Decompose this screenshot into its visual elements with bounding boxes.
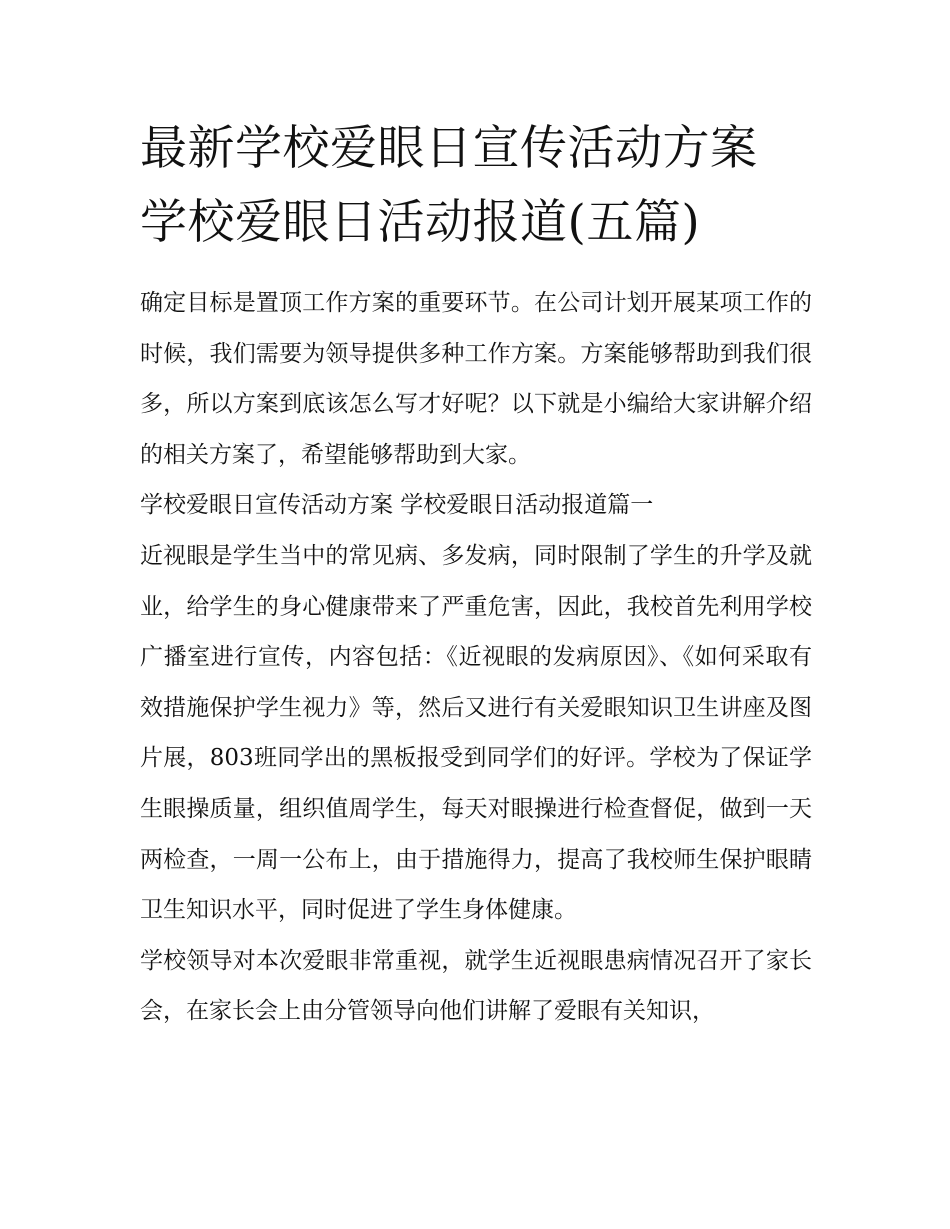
body-paragraph-1: 近视眼是学生当中的常见病、多发病，同时限制了学生的升学及就业，给学生的身心健康带来了严重危害，因此，我校首先利用学校广播室进行宣传，内容包括：《近视眼的发病原因》、《如何采取有效措施保护学生视力》等，然后又进行有关爱眼知识卫生讲座及图片展，803班同学出的黑板报受到同学们的好评。学校为了保证学生眼操质量，组织值周学生，每天对眼操进行检查督促，做到一天两检查，一周一公布上，由于措施得力，提高了我校师生保护眼睛卫生知识水平，同时促进了学生身体健康。 — [140, 542, 812, 924]
body-paragraph-2: 学校领导对本次爱眼非常重视，就学生近视眼患病情况召开了家长会，在家长会上由分管领导向他们讲解了爱眼有关知识， — [140, 947, 812, 1025]
section-heading: 学校爱眼日宣传活动方案 学校爱眼日活动报道篇一 — [140, 492, 654, 519]
document-page — [140, 112, 812, 1037]
intro-paragraph: 确定目标是置顶工作方案的重要环节。在公司计划开展某项工作的时候，我们需要为领导提供多种工作方案。方案能够帮助到我们很多，所以方案到底该怎么写才好呢？以下就是小编给大家讲解介绍的相关方案了，希望能够帮助到大家。 — [140, 290, 812, 468]
document-title: 最新学校爱眼日宣传活动方案 学校爱眼日活动报道(五篇) — [140, 121, 758, 250]
